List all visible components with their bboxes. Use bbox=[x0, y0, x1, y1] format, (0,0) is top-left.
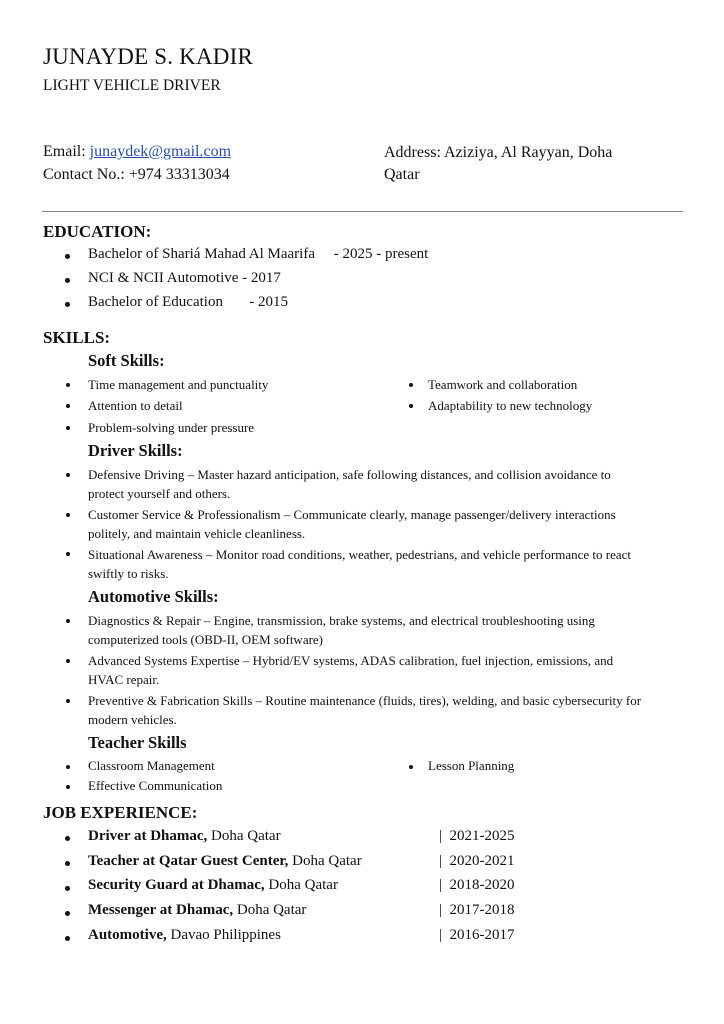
automotive-skill-item bbox=[88, 691, 641, 729]
teacher-skill-item: Classroom Management bbox=[88, 758, 215, 773]
experience-place: Doha Qatar bbox=[207, 828, 281, 844]
soft-skill-item: Time management and punctuality bbox=[88, 377, 269, 392]
education-item: NCI & NCII Automotive - 2017 bbox=[88, 270, 281, 286]
skills-heading: SKILLS: bbox=[43, 328, 111, 347]
soft-skill-item: Attention to detail bbox=[88, 398, 183, 413]
phone-line: Contact No.: +974 33313034 bbox=[43, 166, 230, 183]
experience-item bbox=[88, 902, 306, 919]
experience-place: Davao Philippines bbox=[166, 927, 281, 943]
automotive-skill-line: modern vehicles. bbox=[88, 712, 177, 727]
experience-item bbox=[88, 877, 338, 894]
education-item: Bachelor of Education - 2015 bbox=[88, 294, 288, 310]
bullet-icon bbox=[65, 278, 70, 283]
teacher-skill-item: Lesson Planning bbox=[428, 758, 515, 773]
bullet-icon bbox=[66, 513, 70, 517]
bullet-icon bbox=[66, 765, 70, 769]
driver-skill-item bbox=[88, 545, 631, 583]
bullet-icon bbox=[66, 404, 70, 408]
driver-skill-line: politely, and maintain vehicle cleanliness. bbox=[88, 526, 306, 541]
address-line-1: Address: Aziziya, Al Rayyan, Doha bbox=[384, 144, 613, 161]
automotive-skill-item bbox=[88, 651, 613, 689]
bullet-icon bbox=[66, 383, 70, 387]
driver-skill-item bbox=[88, 465, 611, 503]
address-line-2: Qatar bbox=[384, 166, 420, 183]
bullet-icon bbox=[66, 552, 70, 556]
automotive-skill-line: Preventive & Fabrication Skills – Routine maintenance (fluids, tires), welding, and basic cybersecurity for bbox=[88, 693, 642, 708]
driver-skill-line: Situational Awareness – Monitor road conditions, weather, pedestrians, and vehicle performance to react bbox=[88, 547, 632, 562]
bullet-icon bbox=[65, 911, 70, 916]
driver-skill-line: Defensive Driving – Master hazard anticipation, safe following distances, and collision avoidance to bbox=[88, 467, 611, 482]
experience-years: | 2016-2017 bbox=[439, 927, 515, 943]
teacher-skill-item: Effective Communication bbox=[88, 778, 223, 793]
email-label: Email: bbox=[43, 143, 90, 160]
automotive-skill-line: computerized tools (OBD-II, OEM software) bbox=[88, 632, 324, 647]
email-link[interactable]: junaydek@gmail.com bbox=[89, 143, 232, 160]
experience-role: Automotive, bbox=[88, 927, 167, 943]
soft-skill-item: Problem-solving under pressure bbox=[88, 420, 255, 435]
experience-years: | 2020-2021 bbox=[439, 853, 515, 869]
experience-role: Security Guard at Dhamac, bbox=[88, 877, 265, 893]
bullet-icon bbox=[409, 765, 413, 769]
soft-skills-heading: Soft Skills: bbox=[88, 351, 165, 370]
driver-skill-line: protect yourself and others. bbox=[88, 486, 231, 501]
bullet-icon bbox=[66, 659, 70, 663]
automotive-skill-line: Advanced Systems Expertise – Hybrid/EV systems, ADAS calibration, fuel injection, emissions, and bbox=[88, 653, 614, 668]
driver-skill-item bbox=[88, 505, 616, 543]
driver-skill-line: Customer Service & Professionalism – Communicate clearly, manage passenger/delivery interactions bbox=[88, 507, 616, 522]
experience-place: Doha Qatar bbox=[233, 902, 307, 918]
bullet-icon bbox=[66, 785, 70, 789]
education-heading: EDUCATION: bbox=[43, 222, 152, 241]
experience-role: Driver at Dhamac, bbox=[88, 828, 208, 844]
teacher-skills-heading: Teacher Skills bbox=[88, 733, 187, 752]
bullet-icon bbox=[65, 861, 70, 866]
experience-years: | 2021-2025 bbox=[439, 828, 515, 844]
bullet-icon bbox=[66, 619, 70, 623]
experience-place: Doha Qatar bbox=[264, 877, 338, 893]
automotive-skill-line: Diagnostics & Repair – Engine, transmission, brake systems, and electrical troubleshooting using bbox=[88, 613, 595, 628]
driver-skills-heading: Driver Skills: bbox=[88, 441, 183, 460]
divider-rule bbox=[42, 211, 683, 212]
bullet-icon bbox=[65, 302, 70, 307]
bullet-icon bbox=[409, 404, 413, 408]
email-line bbox=[43, 143, 231, 161]
bullet-icon bbox=[409, 383, 413, 387]
experience-years: | 2017-2018 bbox=[439, 902, 515, 918]
bullet-icon bbox=[65, 886, 70, 891]
job-title: LIGHT VEHICLE DRIVER bbox=[43, 77, 221, 94]
experience-item bbox=[88, 853, 362, 870]
experience-years: | 2018-2020 bbox=[439, 877, 515, 893]
soft-skill-item: Adaptability to new technology bbox=[428, 398, 593, 413]
experience-item bbox=[88, 927, 281, 944]
bullet-icon bbox=[65, 254, 70, 259]
experience-role: Messenger at Dhamac, bbox=[88, 902, 234, 918]
bullet-icon bbox=[66, 426, 70, 430]
bullet-icon bbox=[66, 473, 70, 477]
education-item: Bachelor of Shariá Mahad Al Maarifa - 2025 - present bbox=[88, 246, 429, 262]
automotive-skill-item bbox=[88, 611, 595, 649]
automotive-skill-line: HVAC repair. bbox=[88, 672, 160, 687]
bullet-icon bbox=[65, 836, 70, 841]
experience-heading: JOB EXPERIENCE: bbox=[43, 803, 198, 822]
experience-place: Doha Qatar bbox=[288, 853, 362, 869]
automotive-skills-heading: Automotive Skills: bbox=[88, 587, 219, 606]
bullet-icon bbox=[65, 936, 70, 941]
soft-skill-item: Teamwork and collaboration bbox=[428, 377, 578, 392]
driver-skill-line: swiftly to risks. bbox=[88, 566, 169, 581]
bullet-icon bbox=[66, 699, 70, 703]
experience-item bbox=[88, 828, 281, 845]
experience-role: Teacher at Qatar Guest Center, bbox=[88, 853, 289, 869]
candidate-name: JUNAYDE S. KADIR bbox=[43, 44, 254, 69]
